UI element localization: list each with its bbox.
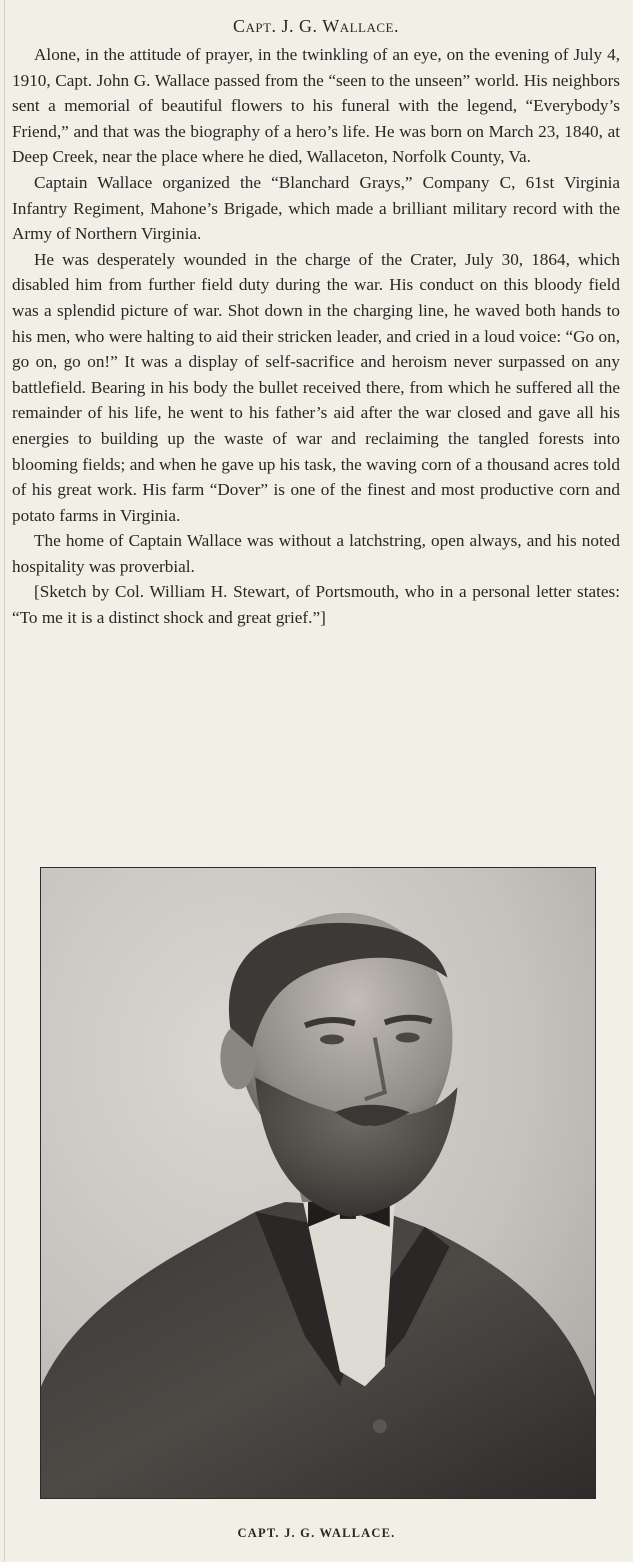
portrait-photo <box>40 867 596 1499</box>
article <box>12 12 620 631</box>
paragraph-5: [Sketch by Col. William H. Stewart, of Portsmouth, who in a personal letter states: “To me it is a distinct shock and great grief.”] <box>12 582 620 628</box>
paragraph-1: Alone, in the attitude of prayer, in the twinkling of an eye, on the evening of July 4, 1910, Capt. John G. Wallace passed from the “seen to the unseen” world. His neighbors sent a memorial of beautiful flowers to his funeral with the legend, “Everybody’s Friend,” and that was the biography of a hero’s life. He was born on March 23, 1840, at Deep Creek, near the place where he died, Wallaceton, Norfolk County, Va. <box>12 45 620 167</box>
portrait-caption: CAPT. J. G. WALLACE. <box>237 1526 396 1540</box>
paragraph-2: Captain Wallace organized the “Blanchard Grays,” Company C, 61st Virginia Infantry Regiment, Mahone’s Brigade, which made a brilliant military record with the Army of Northern Virginia. <box>12 172 620 244</box>
article-title: Capt. J. G. Wallace. <box>232 16 399 36</box>
paragraph-3: He was desperately wounded in the charge of the Crater, July 30, 1864, which disabled him from further field duty during the war. His conduct on this bloody field was a splendid picture of war. Shot down in the charging line, he waved both hands to his men, who were halting to aid their stricken leader, and cried in a loud voice: “Go on, go on, go on!” It was a display of self-sacrifice and heroism never surpassed on any battlefield. Bearing in his body the bullet received there, from which he suffered all the remainder of his life, he went to his father’s aid after the war closed and gave all his energies to building up the waste of war and reclaiming the tangled forests into blooming fields; and when he gave up his task, the waving corn of a thousand acres told of his great work. His farm “Dover” is one of the finest and most productive corn and potato farms in Virginia. <box>12 249 620 525</box>
page-edge-line <box>4 0 5 1562</box>
portrait-illustration <box>41 868 595 1498</box>
paragraph-4: The home of Captain Wallace was without a latchstring, open always, and his noted hospitality was proverbial. <box>12 531 620 576</box>
